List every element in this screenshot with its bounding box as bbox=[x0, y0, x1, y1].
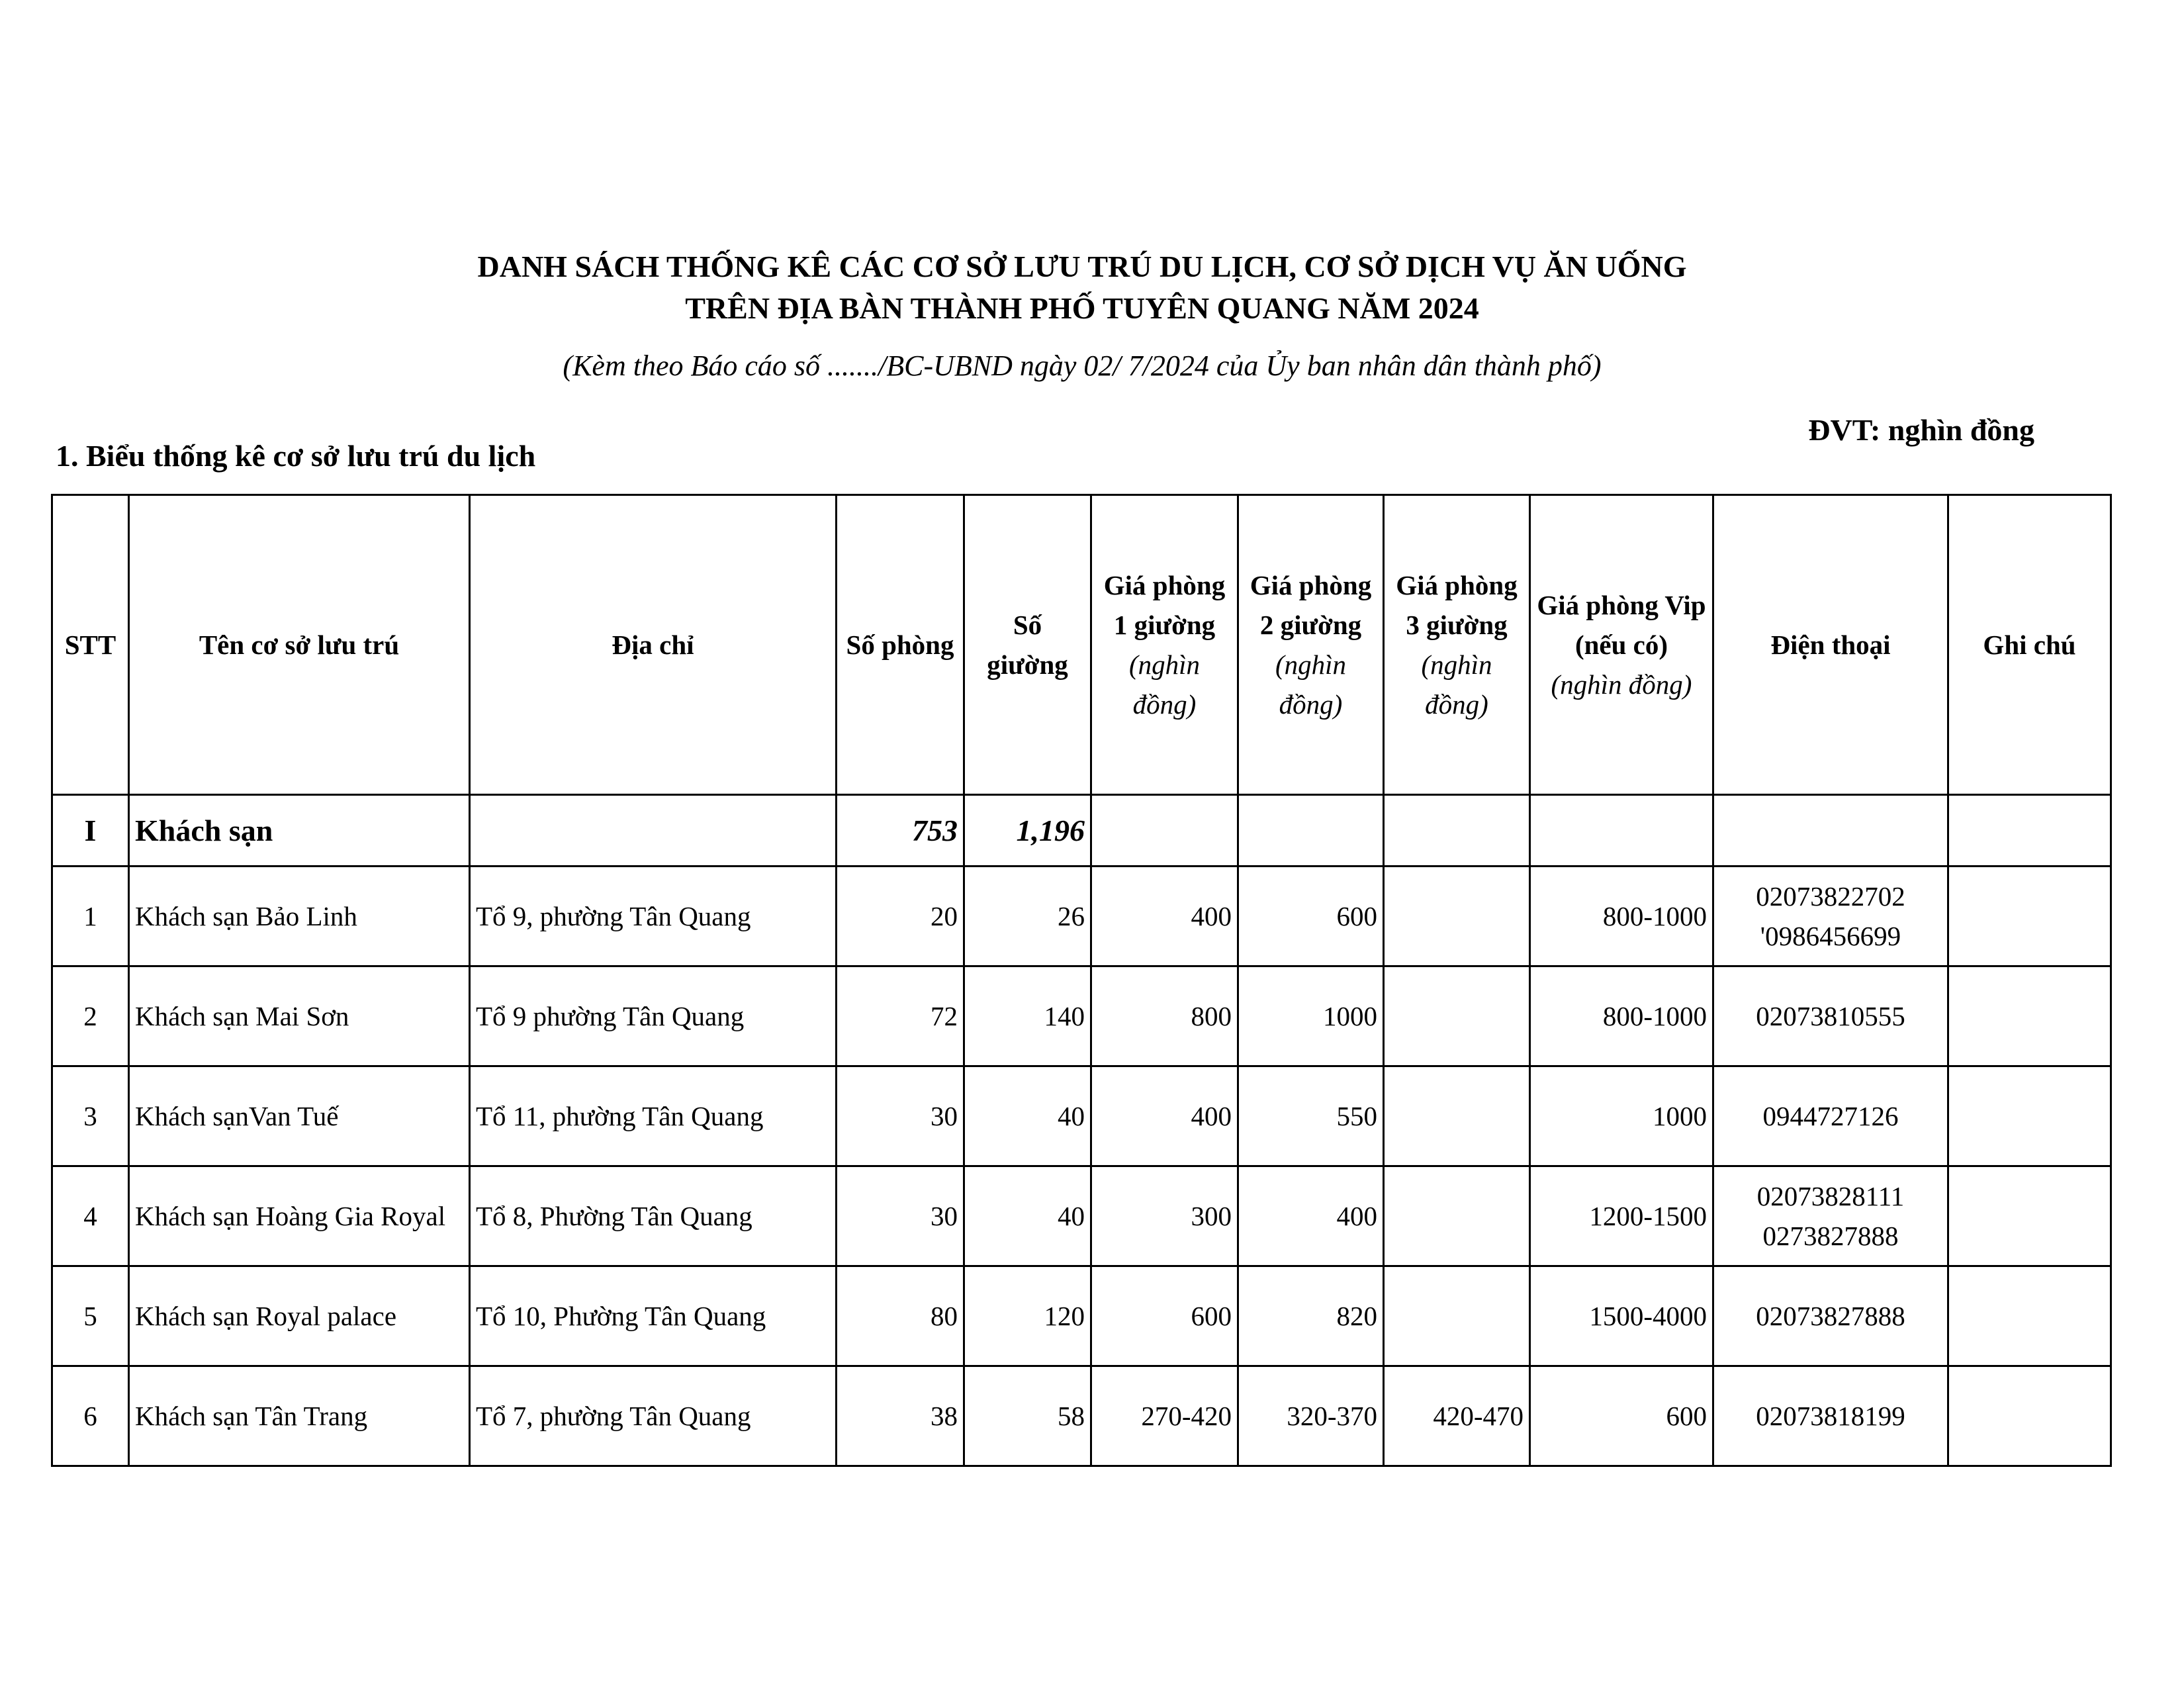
cell-phone bbox=[1713, 966, 1948, 1066]
cell-price-2-bed: 820 bbox=[1238, 1266, 1384, 1366]
group-name: Khách sạn bbox=[129, 795, 470, 867]
cell-address: Tổ 10, Phường Tân Quang bbox=[470, 1266, 837, 1366]
header-price-1-label: Giá phòng 1 giường bbox=[1103, 570, 1226, 640]
group-empty bbox=[1384, 795, 1530, 867]
cell-price-2-bed: 1000 bbox=[1238, 966, 1384, 1066]
header-price-2-label: Giá phòng 2 giường bbox=[1250, 570, 1372, 640]
phone-number: 0273827888 bbox=[1762, 1221, 1899, 1251]
phone-number: 02073828111 bbox=[1756, 1181, 1905, 1211]
cell-note bbox=[1948, 1266, 2111, 1366]
cell-vip-price: 1500-4000 bbox=[1530, 1266, 1713, 1366]
cell-rooms: 20 bbox=[837, 867, 964, 966]
group-address bbox=[470, 795, 837, 867]
header-vip-unit: (nghìn đồng) bbox=[1551, 669, 1692, 700]
cell-stt: 6 bbox=[52, 1366, 129, 1466]
cell-phone bbox=[1713, 1166, 1948, 1266]
cell-stt: 2 bbox=[52, 966, 129, 1066]
table-row bbox=[52, 1166, 2111, 1266]
cell-vip-price: 1000 bbox=[1530, 1066, 1713, 1166]
phone-number: '0986456699 bbox=[1760, 921, 1901, 951]
cell-price-3-bed bbox=[1384, 1266, 1530, 1366]
cell-address: Tổ 7, phường Tân Quang bbox=[470, 1366, 837, 1466]
cell-price-1-bed: 300 bbox=[1091, 1166, 1238, 1266]
cell-beds: 40 bbox=[964, 1166, 1091, 1266]
header-note: Ghi chú bbox=[1948, 495, 2111, 795]
cell-rooms: 30 bbox=[837, 1066, 964, 1166]
header-price-1-unit: (nghìn đồng) bbox=[1128, 649, 1201, 720]
header-vip-label: Giá phòng Vip (nếu có) bbox=[1537, 590, 1706, 660]
cell-name: Khách sạn Mai Sơn bbox=[129, 966, 470, 1066]
cell-note bbox=[1948, 1366, 2111, 1466]
cell-price-3-bed bbox=[1384, 1166, 1530, 1266]
table-row bbox=[52, 867, 2111, 966]
cell-price-1-bed: 800 bbox=[1091, 966, 1238, 1066]
cell-price-2-bed: 600 bbox=[1238, 867, 1384, 966]
cell-beds: 26 bbox=[964, 867, 1091, 966]
cell-beds: 58 bbox=[964, 1366, 1091, 1466]
cell-beds: 140 bbox=[964, 966, 1091, 1066]
cell-stt: 1 bbox=[52, 867, 129, 966]
group-beds-total: 1,196 bbox=[964, 795, 1091, 867]
cell-address: Tổ 9 phường Tân Quang bbox=[470, 966, 837, 1066]
phone-number: 02073822702 bbox=[1756, 881, 1905, 912]
header-price-2-unit: (nghìn đồng) bbox=[1275, 649, 1347, 720]
cell-rooms: 72 bbox=[837, 966, 964, 1066]
cell-stt: 4 bbox=[52, 1166, 129, 1266]
table-row bbox=[52, 1366, 2111, 1466]
header-price-1-bed bbox=[1091, 495, 1238, 795]
cell-name: Khách sạnVan Tuế bbox=[129, 1066, 470, 1166]
cell-price-2-bed: 320-370 bbox=[1238, 1366, 1384, 1466]
header-beds: Số giường bbox=[964, 495, 1091, 795]
cell-note bbox=[1948, 867, 2111, 966]
cell-address: Tổ 9, phường Tân Quang bbox=[470, 867, 837, 966]
cell-vip-price: 800-1000 bbox=[1530, 966, 1713, 1066]
header-price-3-unit: (nghìn đồng) bbox=[1421, 649, 1492, 720]
header-address: Địa chỉ bbox=[470, 495, 837, 795]
cell-price-3-bed bbox=[1384, 867, 1530, 966]
cell-price-1-bed: 270-420 bbox=[1091, 1366, 1238, 1466]
cell-beds: 40 bbox=[964, 1066, 1091, 1166]
cell-name: Khách sạn Hoàng Gia Royal bbox=[129, 1166, 470, 1266]
cell-phone bbox=[1713, 1266, 1948, 1366]
cell-price-1-bed: 600 bbox=[1091, 1266, 1238, 1366]
group-stt: I bbox=[52, 795, 129, 867]
table-row bbox=[52, 1066, 2111, 1166]
cell-beds: 120 bbox=[964, 1266, 1091, 1366]
cell-vip-price: 1200-1500 bbox=[1530, 1166, 1713, 1266]
cell-vip-price: 600 bbox=[1530, 1366, 1713, 1466]
cell-note bbox=[1948, 1166, 2111, 1266]
cell-phone bbox=[1713, 1366, 1948, 1466]
document-subtitle: (Kèm theo Báo cáo số ......./BC-UBND ngày 02/ 7/2024 của Ủy ban nhân dân thành phố) bbox=[563, 350, 1602, 382]
unit-label: ĐVT: nghìn đồng bbox=[1808, 413, 2034, 447]
header-stt: STT bbox=[52, 495, 129, 795]
cell-phone bbox=[1713, 1066, 1948, 1166]
cell-price-1-bed: 400 bbox=[1091, 867, 1238, 966]
phone-number: 0944727126 bbox=[1762, 1101, 1899, 1131]
phone-number: 02073818199 bbox=[1756, 1401, 1905, 1431]
table-row bbox=[52, 1266, 2111, 1366]
table-row bbox=[52, 966, 2111, 1066]
cell-name: Khách sạn Bảo Linh bbox=[129, 867, 470, 966]
header-name: Tên cơ sở lưu trú bbox=[129, 495, 470, 795]
cell-price-3-bed bbox=[1384, 966, 1530, 1066]
header-price-2-bed bbox=[1238, 495, 1384, 795]
group-rooms-total: 753 bbox=[837, 795, 964, 867]
cell-vip-price: 800-1000 bbox=[1530, 867, 1713, 966]
header-price-3-label: Giá phòng 3 giường bbox=[1396, 570, 1518, 640]
header-price-3-bed bbox=[1384, 495, 1530, 795]
group-empty bbox=[1713, 795, 1948, 867]
cell-phone bbox=[1713, 867, 1948, 966]
accommodation-table bbox=[51, 494, 2112, 1467]
header-rooms: Số phòng bbox=[837, 495, 964, 795]
table-header-row bbox=[52, 495, 2111, 795]
cell-price-1-bed: 400 bbox=[1091, 1066, 1238, 1166]
phone-number: 02073827888 bbox=[1756, 1301, 1905, 1331]
group-empty bbox=[1091, 795, 1238, 867]
cell-price-3-bed bbox=[1384, 1066, 1530, 1166]
header-vip-price bbox=[1530, 495, 1713, 795]
group-empty bbox=[1238, 795, 1384, 867]
document-title-line-1: DANH SÁCH THỐNG KÊ CÁC CƠ SỞ LƯU TRÚ DU LỊCH, CƠ SỞ DỊCH VỤ ĂN UỐNG bbox=[477, 250, 1687, 283]
cell-address: Tổ 11, phường Tân Quang bbox=[470, 1066, 837, 1166]
document-title-line-2: TRÊN ĐỊA BÀN THÀNH PHỐ TUYÊN QUANG NĂM 2024 bbox=[685, 291, 1479, 325]
group-empty bbox=[1948, 795, 2111, 867]
group-empty bbox=[1530, 795, 1713, 867]
cell-name: Khách sạn Tân Trang bbox=[129, 1366, 470, 1466]
cell-price-2-bed: 400 bbox=[1238, 1166, 1384, 1266]
cell-price-2-bed: 550 bbox=[1238, 1066, 1384, 1166]
cell-price-3-bed: 420-470 bbox=[1384, 1366, 1530, 1466]
cell-note bbox=[1948, 1066, 2111, 1166]
cell-name: Khách sạn Royal palace bbox=[129, 1266, 470, 1366]
cell-rooms: 80 bbox=[837, 1266, 964, 1366]
header-phone: Điện thoại bbox=[1713, 495, 1948, 795]
cell-stt: 3 bbox=[52, 1066, 129, 1166]
section-title: 1. Biểu thống kê cơ sở lưu trú du lịch bbox=[56, 439, 536, 473]
cell-stt: 5 bbox=[52, 1266, 129, 1366]
cell-address: Tổ 8, Phường Tân Quang bbox=[470, 1166, 837, 1266]
group-row-hotels bbox=[52, 795, 2111, 867]
cell-note bbox=[1948, 966, 2111, 1066]
cell-rooms: 38 bbox=[837, 1366, 964, 1466]
phone-number: 02073810555 bbox=[1756, 1001, 1905, 1031]
cell-rooms: 30 bbox=[837, 1166, 964, 1266]
